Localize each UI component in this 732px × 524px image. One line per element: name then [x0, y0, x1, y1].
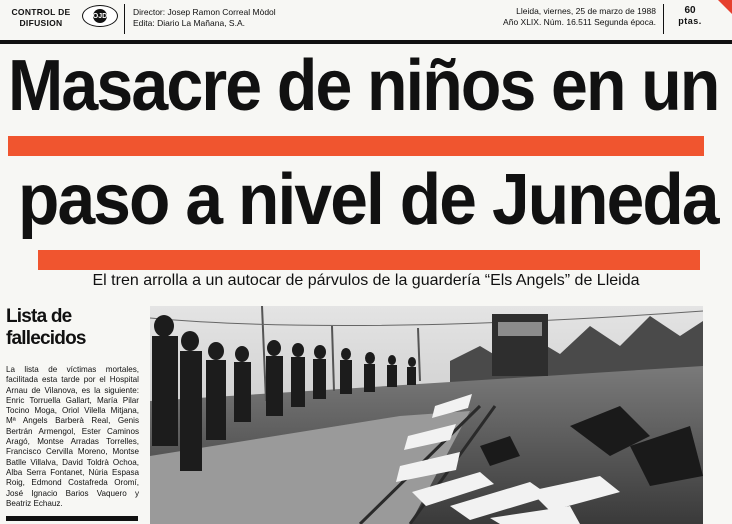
headline-line-2: paso a nivel de Juneda [18, 160, 718, 240]
date-line: Lleida, viernes, 25 de marzo de 1988 [516, 6, 656, 16]
sidebar-title-line-2: fallecidos [6, 328, 86, 349]
masthead-rule [0, 40, 732, 44]
photo-illustration [150, 306, 703, 524]
headline-line-1: Masacre de niños en un [8, 46, 719, 126]
ojd-seal-icon [82, 5, 118, 27]
publisher-line: Edita: Diario La Mañana, S.A. [133, 18, 245, 28]
sidebar-bottom-rule [6, 516, 138, 521]
headline-underline-bar-1 [8, 136, 704, 156]
sidebar-title [6, 306, 136, 350]
sidebar-victims-list: La lista de víctimas mortales, facilitada esta tarde por el Hospital Arnau de Vilanova, es la siguiente: Enric Torruella Gallart, María Pilar Tocino Moga, Oriol Vilella Mitjana, Mª Angels Barberà Real, Genis Bertrán Armengol, Ester Caminos Aragó, Montse Arradas Torrelles, Francisco Cervilla Moreno, Montse Batlle Villalva, David Toldrà Ochoa, Alba Serra Fontanet, Núria Espasa Roig, Edmond Costafreda Oromí, José Ignacio Barios Vaquero y Beatriz Echauz. [6, 365, 139, 508]
price-value: 60 [684, 5, 696, 16]
price-divider [663, 4, 664, 34]
masthead-divider [124, 4, 125, 34]
ojd-seal-text: OJD [93, 9, 107, 23]
price-unit: ptas. [678, 16, 702, 26]
accident-scene-photo [150, 306, 703, 524]
price-tag [672, 6, 708, 26]
corner-tab [718, 0, 732, 14]
edition-line: Año XLIX. Núm. 16.511 Segunda época. [503, 17, 656, 27]
masthead-date-block [503, 6, 656, 28]
control-de-difusion-label: CONTROL DE DIFUSION [11, 7, 71, 28]
sidebar-title-line-1: Lista de [6, 306, 72, 327]
photo-train-window [498, 322, 542, 336]
masthead-credits [133, 7, 276, 29]
subheadline: El tren arrolla a un autocar de párvulos de la guardería “Els Angels” de Lleida [92, 272, 640, 289]
headline-underline-bar-2 [38, 250, 700, 270]
director-line: Director: Josep Ramon Correal Mòdol [133, 7, 276, 17]
